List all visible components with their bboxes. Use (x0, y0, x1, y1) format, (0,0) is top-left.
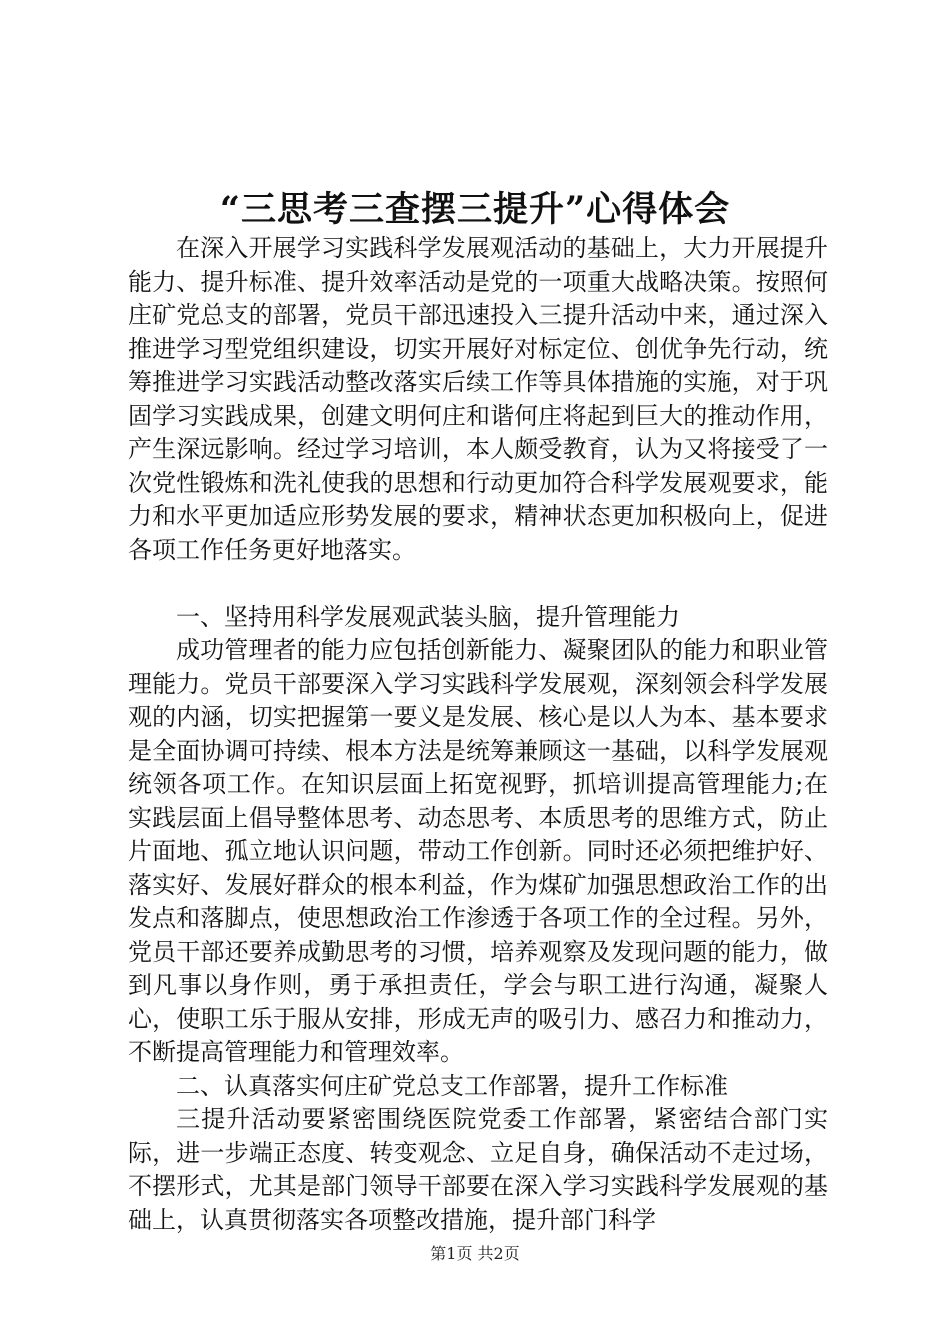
section-2-paragraph: 三提升活动要紧密围绕医院党委工作部署，紧密结合部门实际，进一步端正态度、转变观念、立足自身，确保活动不走过场，不摆形式，尤其是部门领导干部要在深入学习实践科学发展观的基础上，认真贯彻落实各项整改措施，提升部门科学 (128, 1105, 828, 1234)
document-title: “三思考三查摆三提升”心得体会 (219, 189, 731, 230)
section-heading-2: 二、认真落实何庄矿党总支工作部署，提升工作标准 (176, 1071, 728, 1100)
page-number-footer: 第1页 共2页 (430, 1244, 520, 1263)
paragraph-gap (128, 567, 828, 601)
section-heading-1: 一、坚持用科学发展观武装头脑，提升管理能力 (176, 602, 680, 631)
document-body (128, 232, 828, 1237)
section-1-paragraph: 成功管理者的能力应包括创新能力、凝聚团队的能力和职业管理能力。党员干部要深入学习实践科学发展观，深刻领会科学发展观的内涵，切实把握第一要义是发展、核心是以人为本、基本要求是全面协调可持续、根本方法是统筹兼顾这一基础，以科学发展观统领各项工作。在知识层面上拓宽视野，抓培训提高管理能力;在实践层面上倡导整体思考、动态思考、本质思考的思维方式，防止片面地、孤立地认识问题，带动工作创新。同时还必须把维护好、落实好、发展好群众的根本利益，作为煤矿加强思想政治工作的出发点和落脚点，使思想政治工作渗透于各项工作的全过程。另外，党员干部还要养成勤思考的习惯，培养观察及发现问题的能力，做到凡事以身作则，勇于承担责任，学会与职工进行沟通，凝聚人心，使职工乐于服从安排，形成无声的吸引力、感召力和推动力，不断提高管理能力和管理效率。 (128, 636, 828, 1066)
intro-paragraph: 在深入开展学习实践科学发展观活动的基础上，大力开展提升能力、提升标准、提升效率活动是党的一项重大战略决策。按照何庄矿党总支的部署，党员干部迅速投入三提升活动中来，通过深入推进学习型党组织建设，切实开展好对标定位、创优争先行动，统筹推进学习实践活动整改落实后续工作等具体措施的实施，对于巩固学习实践成果，创建文明何庄和谐何庄将起到巨大的推动作用，产生深远影响。经过学习培训，本人颇受教育，认为又将接受了一次党性锻炼和洗礼使我的思想和行动更加符合科学发展观要求，能力和水平更加适应形势发展的要求，精神状态更加积极向上，促进各项工作任务更好地落实。 (128, 234, 828, 564)
